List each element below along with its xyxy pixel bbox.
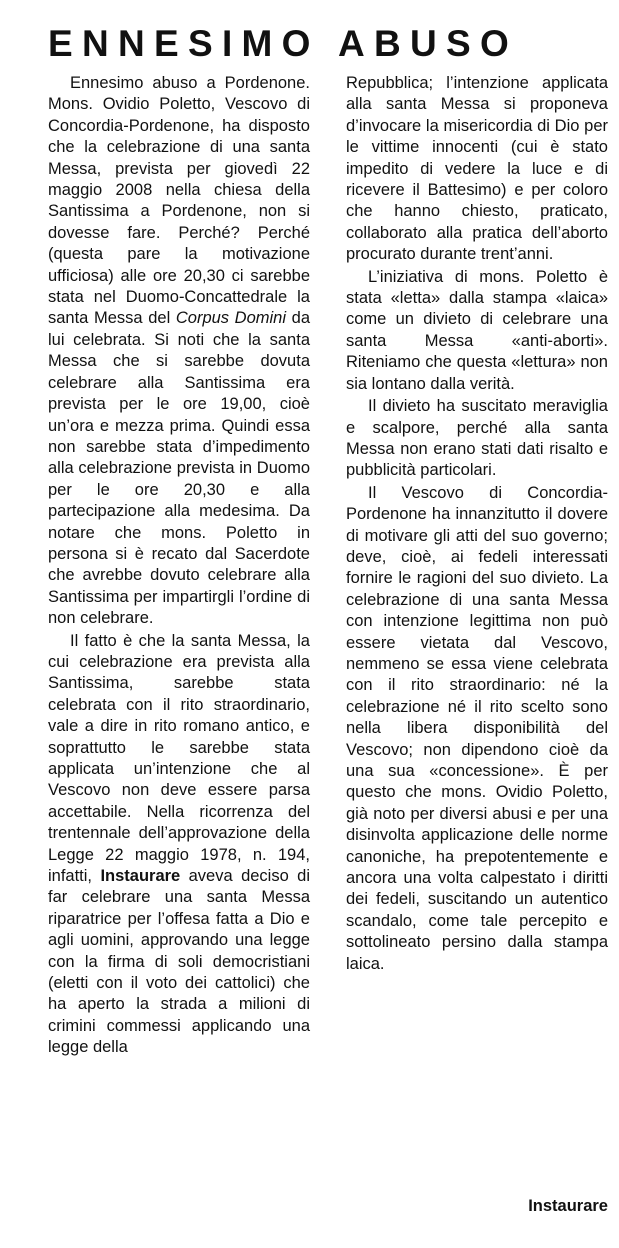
paragraph-2-continued: Repubblica; l’intenzione applicata alla santa Messa si proponeva d’invocare la misericordia di Dio per le vittime innocenti (cui è stato impedito di vedere la luce e di ricevere il Battesimo) e per coloro che hanno chiesto, praticato, collaborato alla pratica dell’aborto procurato durante trent’anni.: [346, 74, 608, 264]
right-column: [346, 73, 608, 975]
paragraph-3: L’iniziativa di mons. Poletto è stata «letta» dalla stampa «laica» come un divieto di celebrare una santa Messa «anti-aborti». Riteniamo che questa «lettura» non sia lontano dalla verità.: [346, 267, 608, 393]
paragraph-2-text-c: aveva deciso di far celebrare una santa Messa riparatrice per l’offesa fatta a Dio e agli uomini, approvando una legge con la firma di soli democristiani (eletti con il voto dei cattolici) che ha aperto la strada a milioni di crimini commessi applicando una legge della: [48, 867, 311, 1057]
paragraph-5: Il Vescovo di Concordia-Pordenone ha innanzitutto il dovere di motivare gli atti del suo governo; deve, cioè, ai fedeli interessati fornire le ragioni del suo divieto. La celebrazione di una santa Messa con intenzione legittima non può essere vietata dal Vescovo, nemmeno se essa viene celebrata con il rito straordinario: né la celebrazione né il rito scelto sono nella libera disponibilità del Vescovo; non dipendono cioè da una sua «concessione». È per questo che mons. Ovidio Poletto, già noto per diversi abusi e per una disinvolta applicazione delle norme canoniche, ha prepotentemente e ancora una volta calpestato i diritti dei fedeli, suscitando un autentico scandalo, come tale percepito e sottolineato persino dalla stampa laica.: [346, 483, 608, 973]
corpus-domini-italic: Corpus Domini: [175, 309, 287, 328]
paragraph-1-text-c: da lui celebrata. Si noti che la santa Messa che si sarebbe dovuta celebrare alla Santissima era prevista per le ore 19,00, cioè un’ora e mezza prima. Quindi essa non sarebbe stata d’impedimento alla celebrazione prevista in Duomo per le ore 20,30 e alla partecipazione alla medesima. Da notare che mons. Poletto in persona si è recato dal Sacerdote che avrebbe dovuto celebrare alla Santissima per impartirgli l’ordine di non celebrare.: [48, 309, 311, 628]
instaurare-bold: Instaurare: [100, 867, 181, 886]
article-title: ENNESIMO ABUSO: [48, 23, 519, 64]
paragraph-2-text-a: Il fatto è che la santa Messa, la cui celebrazione era prevista alla Santissima, sarebbe stata celebrata con il rito straordinario, vale a dire in rito romano antico, e soprattutto le sarebbe stata applicata un’intenzione che al Vescovo non deve essere parsa accettabile. Nella ricorrenza del trentennale dell’approvazione della Legge 22 maggio 1978, n. 194, infatti,: [48, 631, 310, 886]
signature: Instaurare: [528, 1197, 608, 1215]
paragraph-1-text-a: Ennesimo abuso a Pordenone. Mons. Ovidio Poletto, Vescovo di Concordia-Pordenone, ha disposto che la celebrazione di una santa Messa, prevista per giovedì 22 maggio 2008 nella chiesa della Santissima a Pordenone, non si dovesse fare. Perché? Perché (questa pare la motivazione ufficiosa) alle ore 20,30 ci sarebbe stata nel Duomo-Concattedrale la santa Messa del: [48, 74, 310, 328]
paragraph-4: Il divieto ha suscitato meraviglia e scalpore, perché alla santa Messa non erano stati dati risalto e pubblicità particolari.: [346, 397, 608, 480]
left-column: [48, 73, 310, 1059]
paragraph-1: [48, 73, 310, 630]
paragraph-2: [48, 631, 310, 1059]
